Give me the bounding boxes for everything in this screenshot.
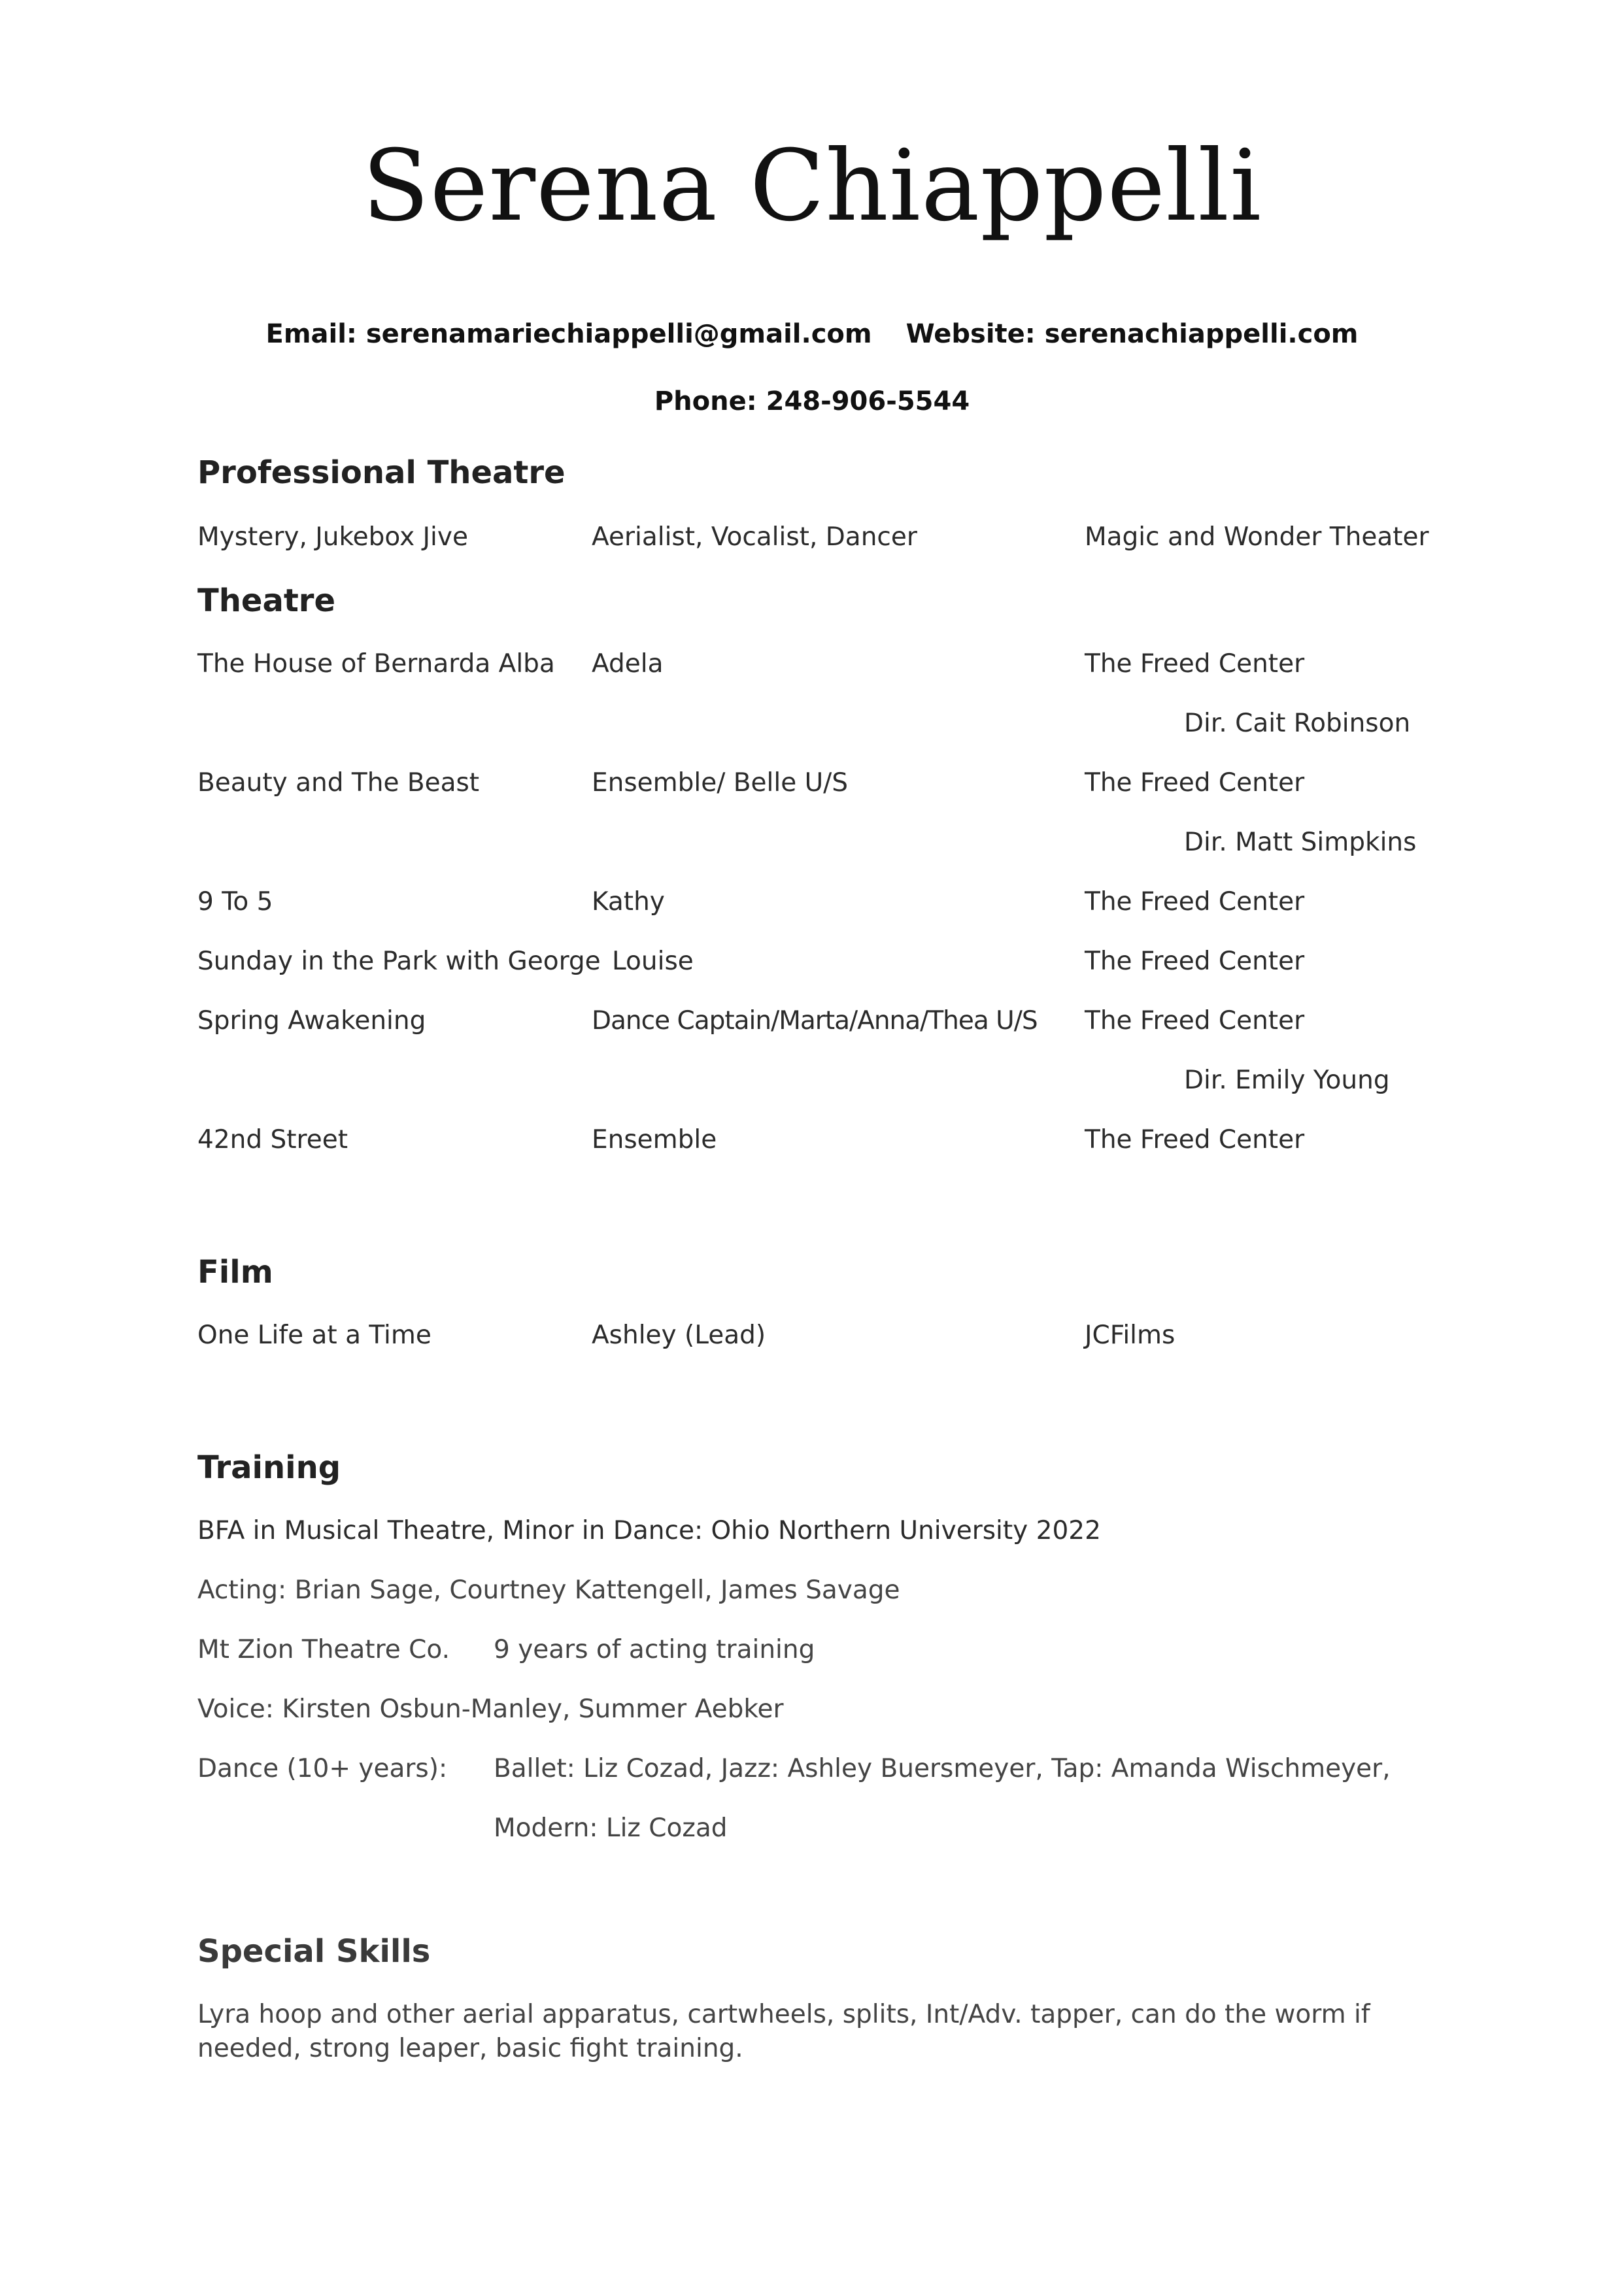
credit-venue: Magic and Wonder Theater (1085, 522, 1429, 552)
credit-title: One Life at a Time (197, 1321, 431, 1350)
credit-role: Ashley (Lead) (592, 1321, 766, 1350)
contact-line-email-website (0, 314, 1624, 354)
credit-venue: JCFilms (1085, 1321, 1176, 1350)
training-dance-label: Dance (10+ years): (197, 1754, 448, 1783)
section-heading-professional-theatre: Professional Theatre (197, 454, 566, 491)
credit-director: Dir. Cait Robinson (1184, 709, 1411, 738)
resume-name: Serena Chiappelli (362, 129, 1262, 243)
contact-email: Email: serenamariechiappelli@gmail.com (265, 319, 872, 349)
credit-director: Dir. Matt Simpkins (1184, 828, 1417, 857)
credit-title: Sunday in the Park with George (197, 947, 601, 976)
credit-venue: The Freed Center (1085, 1006, 1305, 1036)
credit-title: Spring Awakening (197, 1006, 426, 1036)
credit-title: 42nd Street (197, 1125, 348, 1155)
section-heading-training: Training (197, 1449, 341, 1486)
credit-title: Mystery, Jukebox Jive (197, 522, 468, 552)
section-heading-special-skills: Special Skills (197, 1933, 431, 1970)
credit-title: Beauty and The Beast (197, 768, 480, 798)
training-acting: Acting: Brian Sage, Courtney Kattengell, James Savage (197, 1576, 900, 1605)
credit-role: Ensemble/ Belle U/S (592, 768, 849, 798)
credit-title: The House of Bernarda Alba (197, 649, 555, 679)
credit-role: Adela (592, 649, 664, 679)
credit-role: Aerialist, Vocalist, Dancer (592, 522, 917, 552)
credit-venue: The Freed Center (1085, 887, 1305, 917)
section-heading-theatre: Theatre (197, 582, 336, 619)
credit-role: Kathy (592, 887, 665, 917)
special-skills-text: Lyra hoop and other aerial apparatus, cartwheels, splits, Int/Adv. tapper, can do the worm if needed, strong leaper, basic fight training. (197, 2000, 1370, 2063)
contact-phone: Phone: 248-906-5544 (654, 386, 970, 416)
training-voice: Voice: Kirsten Osbun-Manley, Summer Aebker (197, 1695, 784, 1724)
contact-website: Website: serenachiappelli.com (905, 319, 1359, 349)
training-mt-zion-value: 9 years of acting training (494, 1635, 815, 1664)
section-heading-film: Film (197, 1254, 273, 1290)
credit-title: 9 To 5 (197, 887, 273, 917)
credit-director: Dir. Emily Young (1184, 1066, 1390, 1095)
credit-role: Ensemble (592, 1125, 717, 1155)
training-dance-value: Ballet: Liz Cozad, Jazz: Ashley Buersmeyer, Tap: Amanda Wischmeyer, (494, 1754, 1391, 1783)
training-degree: BFA in Musical Theatre, Minor in Dance: Ohio Northern University 2022 (197, 1516, 1101, 1545)
credit-role: Louise (612, 947, 694, 976)
credit-venue: The Freed Center (1085, 1125, 1305, 1155)
training-dance-value-continued: Modern: Liz Cozad (494, 1813, 728, 1843)
credit-venue: The Freed Center (1085, 947, 1305, 976)
credit-role: Dance Captain/Marta/Anna/Thea U/S (592, 1006, 1038, 1036)
training-mt-zion-label: Mt Zion Theatre Co. (197, 1635, 450, 1664)
credit-venue: The Freed Center (1085, 649, 1305, 679)
credit-venue: The Freed Center (1085, 768, 1305, 798)
